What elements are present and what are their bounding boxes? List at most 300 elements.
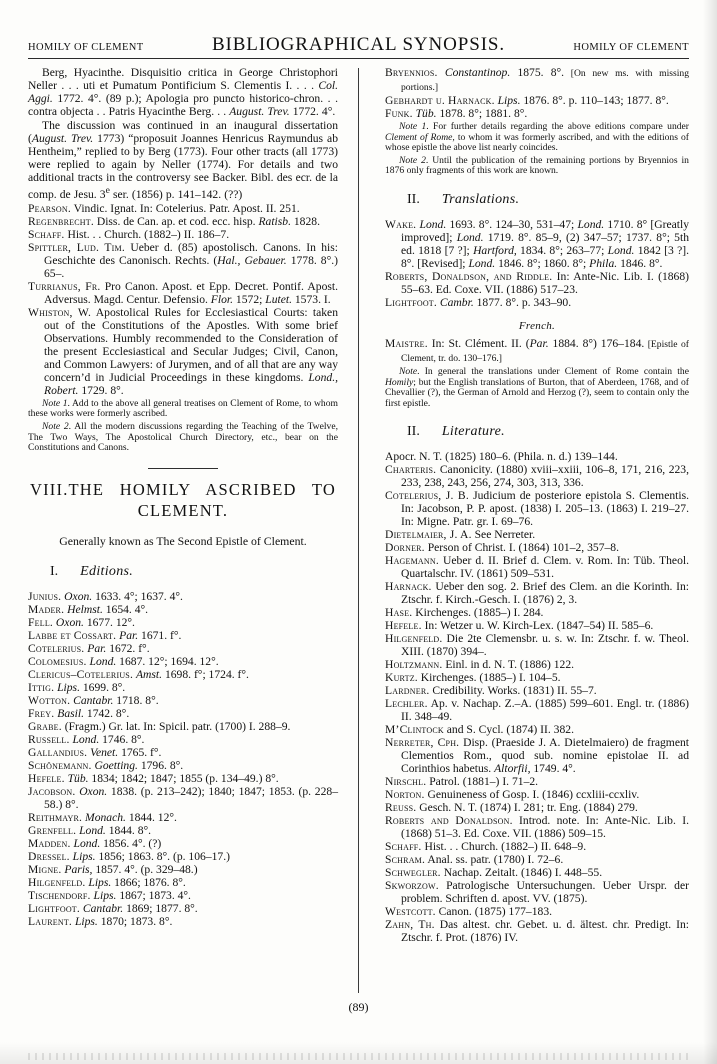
translation-entry [385,270,689,296]
translation-body [437,296,571,309]
discussion-part-2: 1773) “proposuit Joannes Henricus Raymundus ab Hentheim,” replied to by Berg (1773). Four other tracts (all 1773) were replied to again by Neller (1774). For details and two additional tracts in the controversy see Backer. Bibl. des ecr. de la comp. de Jesu. 3 [28,132,338,201]
note-label: Note 2 [399,154,426,166]
literature-author: Harnack. [385,580,432,594]
translation-entry [385,296,689,309]
edition-post: 1698. f°; 1724. f°. [162,667,249,681]
literature-author: Reuss. [385,801,417,815]
edition-author: Grenfell. [28,823,77,837]
edition-author: Bryennios. [385,66,438,79]
literature-body: Patrol. (1881–) I. 71–2. [426,775,539,789]
literature-author: Westcott. [385,905,436,919]
literature-author: Skworzow. [385,879,439,893]
literature-body: Genuineness of Gosp. I. (1846) ccxliii-ccxliv. [424,788,640,802]
literature-entry [385,788,689,801]
edition-entry [28,707,338,720]
edition-entry [28,746,338,759]
literature-body: See Nerreter. [471,528,536,542]
note-text-2: ; but the English translations of Burton, that of Aberdeen, 1768, and of Chevallier (?), the German of Arnold and Herzog (?), seem to contain only the first epistle. [385,376,689,409]
run-italic: Cambr. [439,295,474,309]
edition-author: Jacobson. [28,784,76,798]
running-head-left: HOMILY OF CLEMENT [28,42,144,53]
edition-post: 1672. f°. [106,641,150,655]
bib-entry [28,228,338,241]
edition-author: Fell. [28,615,54,629]
entry-body: Diss. de Can. ap. et cod. ecc. hisp. [93,214,259,228]
edition-entry [28,720,338,733]
literature-body-post: 1749. 4°. [530,762,576,776]
page-number: (89) [348,1000,369,1014]
edition-place: Lips. [497,94,521,107]
literature-body: Kirchenges. (1885–) I. 104–5. [417,671,561,685]
edition-author: Tischendorf. [28,888,91,902]
left-note-2 [28,422,338,454]
entry-body: Vindic. Ignat. In: Cotelerius. Patr. Apost. II. 251. [70,201,300,215]
edition-entry [28,785,338,811]
edition-entry [28,681,338,694]
note-text: . Until the publication of the remaining portions by Bryennios in 1876 only fragments of this work are known. [385,154,689,177]
edition-entry [28,590,338,603]
edition-place: Par. [87,641,107,655]
literature-entry [385,489,689,528]
translation-author: Maistre. [385,336,428,350]
literature-entry [385,697,689,723]
literature-italic: Altorfii, [494,762,531,776]
edition-entry [385,94,689,107]
edition-place: Helmst. [67,602,103,616]
run-italic: Lond. [419,217,447,231]
edition-author: Wotton. [28,693,71,707]
edition-post: 1746. 8°. [99,732,145,746]
literature-body: Die 2te Clemensbr. u. s. w. In: Ztschr. f. w. Theol. XIII. (1870) 394–. [401,632,689,659]
literature-author: Roberts and Donaldson. [385,814,513,828]
literature-author: Hefele. [385,619,422,633]
literature-author: Hase. [385,606,413,620]
part-heading-editions [28,564,338,580]
edition-entry [28,642,338,655]
bib-entry [28,306,338,397]
edition-author: Laurent. [28,914,73,928]
note-text: . Add to the above all general treatises on Clement of Rome, to whom these works were formerly ascribed. [28,397,338,420]
edition-place: Cantabr. [82,901,124,915]
note-label: Note 1 [399,121,427,132]
edition-post: 1718. 8°. [113,693,159,707]
run-italic: Lond. [607,243,635,257]
edition-author: Funk. [385,107,413,120]
entry-italic: Hal., Gebauer. [217,253,287,267]
run-roman: In: St. Clément. II. ( [427,336,530,350]
chapter-title-line-2: CLEMENT. [137,500,229,520]
literature-author: Schaff. [385,840,422,854]
literature-body: Hist. . . Church. (1882–) II. 648–9. [421,840,587,854]
right-column [369,66,689,1026]
scan-artifact-speckle [28,1053,688,1060]
note-text: . All the modern discussions regarding the Teaching of the Twelve, The Two Ways, The Apostolical Church Directory, etc., bear on the Constitutions and Canons. [28,421,338,454]
edition-entry [28,694,338,707]
run-italic: Phila. [589,256,618,270]
literature-body: Canonicity. (1880) xviii–xxiii, 106–8, 171, 216, 223, 233, 238, 243, 256, 274, 303, 313, 336. [401,463,689,490]
entry-italic: Flor. [210,292,234,306]
edition-author: Frey. [28,706,55,720]
edition-place: Paris, [64,862,93,876]
literature-entry [385,580,689,606]
literature-body: Ueber den sog. 2. Brief des Clem. an die Korinth. In: Ztschr. f. Kirch.-Gesch. I. (1876) 2, 3. [401,580,689,607]
edition-post: 1699. 8°. [79,680,126,694]
edition-place: Oxon. [55,615,84,629]
edition-place: Lond. [89,654,117,668]
literature-body: Anal. ss. patr. (1780) I. 72–6. [425,853,564,867]
edition-author: Madden. [28,836,71,850]
literature-entry [385,684,689,697]
edition-post: 1876. 8°. p. 110–143; 1877. 8°. [520,94,669,107]
edition-place: Lond. [79,823,106,837]
edition-post: 1856. 4°. (?) [100,836,162,850]
run-roman: In: Ante-Nic. Lib. I. (1868) 55–63. Ed. Coxe. VII. (1886) 517–23. [401,269,690,296]
discussion-paragraph [28,119,338,201]
edition-entry [28,902,338,915]
literature-body: Gesch. N. T. (1874) I. 281; tr. Eng. (1884) 279. [416,801,638,815]
edition-post: 1844. 12°. [125,810,177,824]
literature-author: Charteris. [385,463,437,477]
edition-post: 1834; 1842; 1847; 1855 (p. 134–49.) 8°. [88,771,279,785]
running-head-center: BIBLIOGRAPHICAL SYNOPSIS. [211,34,506,55]
edition-post: 1844. 8°. [105,823,152,837]
left-note-1 [28,399,338,420]
literature-author: Zahn, Th. [385,918,435,932]
edition-author: Lightfoot. [28,901,80,915]
literature-entry [385,905,689,918]
left-column [28,66,348,1026]
literature-entry [385,463,689,489]
entry-body-post: 1573. I. [291,292,331,306]
literature-entry [385,632,689,658]
edition-post: 1857. 4°. (p. 329–48.) [92,862,198,876]
edition-entry [385,66,689,94]
edition-author: Reithmayr. [28,810,83,824]
literature-entry [385,671,689,684]
literature-body: Credibility. Works. (1831) II. 55–7. [429,684,597,698]
editions-list [28,590,338,928]
discussion-part-3: ser. (1856) p. 141–142. (??) [109,187,243,201]
edition-entry [28,889,338,902]
edition-entry [28,759,338,772]
literature-body: Introd. note. In: Ante-Nic. Lib. I. (1868) 51–3. Ed. Coxe. VII. (1886) 509–15. [401,814,689,841]
run-roman: 1877. 8°. p. 343–90. [473,295,572,309]
edition-post: 1869; 1877. 8°. [123,901,198,915]
edition-place: Lips. [93,888,117,902]
run-italic: Lond. [577,217,605,231]
literature-entry [385,814,689,840]
running-head [28,34,689,56]
literature-entry [385,879,689,905]
translation-entry [385,218,689,270]
discussion-italic-1: August. Trev. [31,132,94,145]
note-text-1: . In general the translations under Clement of Rome contain the [417,365,689,377]
edition-place: Tüb. [67,771,89,785]
literature-author: Dietelmaier, J. A. [385,528,472,542]
edition-entry [28,733,338,746]
literature-body: Ueber d. II. Brief d. Clem. v. Rom. In: Tüb. Theol. Quartalschr. IV. (1861) 509–531. [401,554,689,581]
literature-author: Hagemann. [385,554,439,568]
literature-author: Schram. [385,853,426,867]
edition-place: Monach. [85,810,126,824]
literature-author: Kurtz. [385,671,418,685]
literature-author: Holtzmann. [385,658,443,672]
entry-author: Turrianus, Fr. [28,279,101,293]
literature-author: Lardner. [385,684,430,698]
part-title: Editions. [80,563,134,579]
edition-post: 1875. 8°. [510,66,565,79]
literature-entry [385,801,689,814]
literature-body: and S. Cycl. (1874) II. 382. [443,723,574,737]
edition-post: 1765. f°. [118,745,162,759]
left-entry-list [28,202,338,397]
literature-author: Nerreter, Cph. [385,736,460,750]
edition-entry [28,863,338,876]
entry-berg [28,66,338,118]
part-title: Translations. [441,191,520,207]
part-number: II. [407,424,420,440]
edition-entry [28,915,338,928]
scan-edge-shadow-right [703,0,717,1064]
edition-post: 1796. 8°. [137,758,184,772]
edition-place: Lips. [57,680,80,694]
literature-author: Nirschl. [385,775,427,789]
note-label: Note [399,365,418,377]
run-italic: Lond. [456,230,484,244]
bib-entry [28,280,338,306]
edition-author: Dressel. [28,849,70,863]
edition-post: 1687. 12°; 1694. 12°. [116,654,219,668]
edition-entry [28,837,338,850]
translation-body [428,337,644,350]
edition-author: Schönemann. [28,758,92,772]
literature-body: Das altest. chr. Gebet. u. d. ältest. chr. Predigt. In: Ztschr. f. Prot. (1876) IV. [401,918,690,945]
edition-author: Gebhardt u. Harnack. [385,94,495,107]
edition-place: Venet. [90,745,119,759]
part-heading-literature [385,424,689,440]
edition-post: 1633. 4°; 1637. 4°. [92,589,183,603]
run-roman: 1846. 8°. [617,256,663,270]
entry-body: Ueber d. (85) apostolisch. Canons. In his: Geschichte des Canonisch. Rechts. ( [44,240,338,267]
literature-body: In: Wetzer u. W. Kirch-Lex. (1847–54) II. 585–6. [421,619,654,633]
part-heading-translations [385,192,689,208]
edition-author: Cotelerius. [28,641,85,655]
edition-place: Lond. [72,732,100,746]
edition-entry [385,107,689,120]
edition-author: Hilgenfeld. [28,875,86,889]
edition-post: 1856; 1863. 8°. (p. 106–17.) [95,849,230,863]
literature-author: Norton. [385,788,425,802]
literature-list [385,450,689,944]
edition-author: Hefele. [28,771,65,785]
edition-place: Amst. [135,667,163,681]
entry-body-mid: 1572; [233,292,266,306]
note-label: Note 2 [42,421,69,433]
literature-body: Ap. v. Nachap. Z.–A. (1885) 599–601. Engl. tr. (1886) II. 348–49. [401,697,689,724]
literature-author: Lechler. [385,697,428,711]
edition-place: Lond. [73,836,101,850]
language-heading-french: French. [518,319,556,332]
translation-bracket-note: [Epistle of Clement, tr. do. 130–176.] [401,338,689,364]
edition-author: Gallandius. [28,745,88,759]
literature-body: Disp. (Praeside J. A. Dietelmaiero) de fragment Clementios Rom., quod sub. nomine epistolae II. ad Corinthios habetus. [401,736,689,776]
entry-italic: Ratisb. [258,214,291,228]
translation-author: Lightfoot. [385,295,437,309]
run-roman: 1884. 8°) 176–184. [548,336,645,350]
edition-post: 1671. f°. [138,628,182,642]
entry-author: Whiston, W. [28,305,92,319]
section-divider-rule [148,468,218,469]
run-roman: 1846. 8°; 1860. 8°; [495,256,590,270]
edition-post: 1654. 4°. [102,602,149,616]
entry-author: Regenbrecht. [28,214,94,228]
translation-body [401,218,689,270]
header-rule [28,58,689,59]
edition-entry [28,850,338,863]
edition-entry [28,824,338,837]
chapter-title-line-1: THE HOMILY ASCRIBED TO [68,479,336,499]
note-label: Note 1 [42,397,68,409]
run-italic: Hartford, [473,243,517,257]
edition-entry [28,616,338,629]
two-column-body [28,66,689,1026]
literature-author: Hilgenfeld. [385,632,443,646]
edition-author: Colomesius. [28,654,87,668]
literature-body: Einl. in d. N. T. (1886) 122. [442,658,575,672]
literature-body: Nachap. Zeitalt. (1846) I. 448–55. [440,866,603,880]
entry-berg-italic-2: August. Trev. [229,105,290,118]
literature-entry [385,853,689,866]
edition-place: Oxon. [79,784,108,798]
literature-author: Dorner. [385,541,425,555]
chapter-subtitle: Generally known as The Second Epistle of Clement. [59,533,307,548]
edition-author: Ittig. [28,680,55,694]
entry-berg-mid: 1772. 4°. (89 p.); Apologia pro puncto historico-chron. . . contra objecta . . Patris Hyacinthe Berg. . . [28,92,338,118]
run-italic: Lond. [468,256,496,270]
literature-entry [385,840,689,853]
edition-author: Grabe. [28,719,62,733]
literature-author: M’Clintock [385,723,444,737]
edition-post: 1867; 1873. 4°. [116,888,191,902]
chapter-number: VIII. [30,479,69,499]
bib-entry [28,202,338,215]
run-roman: 1842 [3 ?]. 8°. [Revised]; [401,243,690,270]
bib-entry [28,215,338,228]
edition-post: 1677. 12°. [83,615,135,629]
literature-body: Person of Christ. I. (1864) 101–2, 357–8. [424,541,619,555]
literature-entry [385,658,689,671]
entry-body-post: 1729. 8°. [78,383,124,397]
note-italic-1: Homily [385,376,414,388]
edition-entry [28,811,338,824]
literature-entry [385,606,689,619]
edition-author: Junius. [28,589,62,603]
literature-entry [385,775,689,788]
edition-post: 1866; 1876. 8°. [111,875,186,889]
part-title: Literature. [441,424,505,440]
part-number: II. [407,191,420,207]
edition-author: Migne. [28,862,62,876]
entry-berg-head: Berg, Hyacinthe. Disquisitio critica in George Christophori Neller . . . uti et Pumatum Pontificium S. Clementis I. . . . [28,66,338,92]
edition-place: Tüb. [415,107,437,120]
edition-entry [28,655,338,668]
edition-entry [28,668,338,681]
edition-place: Par. [119,628,139,642]
right-note-1 [385,122,689,154]
entry-author: Pearson. [28,201,71,215]
translation-entry [385,337,689,365]
edition-place: Oxon. [64,589,93,603]
edition-place: Lips. [74,914,98,928]
edition-entry [28,772,338,785]
edition-place: Cantabr. [73,693,114,707]
edition-entry [28,603,338,616]
note-text-1: . For further details regarding the above editions compare under [426,121,689,132]
edition-entry [28,629,338,642]
edition-post: 1838. (p. 213–242); 1840; 1847; 1853. (p. 228–58.) 8°. [44,784,338,811]
discussion-superscript: e [105,185,110,196]
edition-entry [28,876,338,889]
edition-place: Lips. [88,875,112,889]
edition-pre [438,66,445,79]
edition-place: Lips. [72,849,96,863]
french-note [385,367,689,409]
entry-berg-tail: 1772. 4°. [289,105,336,118]
translation-author: Roberts, Donaldson, and Riddle. [385,269,553,283]
literature-body: Judicium de posteriore epistola S. Clementis. In: Jacobson, P. P. apost. (1838) I. 205–13. (1863) I. 219–27. In: Migne. Patr. gr. I. 69–76. [401,489,689,529]
run-roman: 1693. 8°. 124–30, 531–47; [446,217,578,231]
entry-author: Schaff. [28,227,65,241]
right-note-2 [385,156,689,177]
edition-place: Constantinop. [444,66,511,79]
literature-entry [385,554,689,580]
literature-entry [385,723,689,736]
literature-body: Canon. (1875) 177–183. [435,905,553,919]
literature-entry [385,736,689,775]
scan-edge-shadow-bottom [0,1042,717,1064]
run-roman: 1834. 8°; 263–77; [516,243,608,257]
translation-author: Wake. [385,217,417,231]
chapter-heading [28,479,338,521]
entry-italic: Lond., Robert. [44,370,338,397]
edition-author: Russell. [28,732,70,746]
translations-english-list [385,218,689,309]
run-italic: Par. [529,336,549,350]
note-text-2: , to whom it was formerly ascribed, and with the editions of whose epistle the above list nearly coincides. [385,131,689,154]
literature-entry [385,541,689,554]
edition-post: 1878. 8°; 1881. 8°. [436,107,528,120]
running-head-right: HOMILY OF CLEMENT [573,42,689,53]
edition-place: Goetting. [94,758,138,772]
literature-author: Cotelerius, J. B. [385,489,469,503]
entry-berg-italic-1: Col. Aggi. [28,79,338,105]
edition-author: Labbe et Cossart. [28,628,117,642]
literature-entry [385,866,689,879]
edition-bracket-note: [On new ms. with missing portions.] [401,68,689,93]
edition-pre: (Fragm.) Gr. lat. In: Spicil. patr. (1700) I. 288–9. [61,719,291,733]
run-roman: 1719. 8°. 85–9, (2) 347–57; 1737. 8°; 5th ed. 1818 [7 ?]; [401,230,689,257]
column-divider-rule [348,66,369,1026]
discussion-part-1: The discussion was continued in an inaugural dissertation ( [28,119,338,145]
edition-author: Clericus–Cotelerius. [28,667,134,681]
run-roman: 1710. 8° [Greatly improved]; [401,217,689,244]
entry-body-post: 1778. 8°.) 65–. [44,253,338,280]
chapter-heading-line-1 [28,479,338,500]
entry-author: Spittler, Lud. Tim. [28,240,125,254]
bib-entry [28,241,338,280]
edition-author: Mader. [28,602,65,616]
literature-entry [385,918,689,944]
